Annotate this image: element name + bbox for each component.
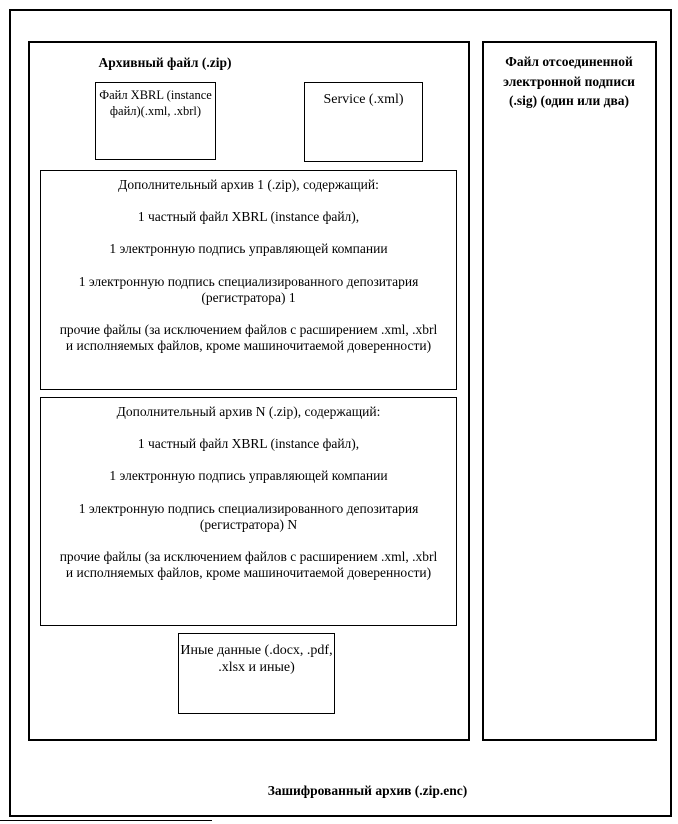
sub-archive-n-box bbox=[40, 397, 457, 626]
service-file-box bbox=[304, 82, 423, 162]
encrypted-archive-title: Зашифрованный архив (.zip.enc) bbox=[267, 783, 468, 798]
sub-archive-item: прочие файлы (за исключением файлов с расширением .xml, .xbrl и исполняемых файлов, кроме машиночитаемой доверенности) bbox=[59, 321, 438, 354]
sub-archive-item: 1 электронную подпись управляющей компании bbox=[109, 468, 388, 484]
sub-archive-item: 1 электронную подпись специализированного депозитария (регистратора) N bbox=[78, 500, 419, 532]
other-data-label: Иные данные (.docx, .pdf, .xlsx и иные) bbox=[180, 643, 333, 675]
sub-archive-item: прочие файлы (за исключением файлов с расширением .xml, .xbrl и исполняемых файлов, кроме машиночитаемой доверенности) bbox=[59, 548, 438, 581]
zip-archive-title: Архивный файл (.zip) bbox=[98, 55, 232, 70]
sub-archive-item: 1 частный файл XBRL (instance файл), bbox=[137, 436, 360, 452]
sub-archive-heading: Дополнительный архив N (.zip), содержащий: bbox=[116, 404, 381, 419]
sub-archive-item: 1 электронную подпись специализированного депозитария (регистратора) 1 bbox=[78, 273, 419, 305]
footnote-divider bbox=[0, 820, 212, 821]
signature-file-box bbox=[482, 41, 657, 741]
xbrl-file-label: Файл XBRL (instance файл)(.xml, .xbrl) bbox=[99, 88, 212, 118]
xbrl-file-box bbox=[95, 82, 216, 160]
sub-archive-item: 1 электронную подпись управляющей компании bbox=[109, 241, 388, 257]
service-file-label: Service (.xml) bbox=[323, 92, 404, 107]
sub-archive-1-box bbox=[40, 170, 457, 390]
sub-archive-item: 1 частный файл XBRL (instance файл), bbox=[137, 209, 360, 225]
signature-file-title: Файл отсоединенной электронной подписи (.sig) (один или два) bbox=[503, 54, 635, 109]
sub-archive-heading: Дополнительный архив 1 (.zip), содержащий: bbox=[118, 177, 379, 192]
other-data-box bbox=[178, 633, 335, 714]
